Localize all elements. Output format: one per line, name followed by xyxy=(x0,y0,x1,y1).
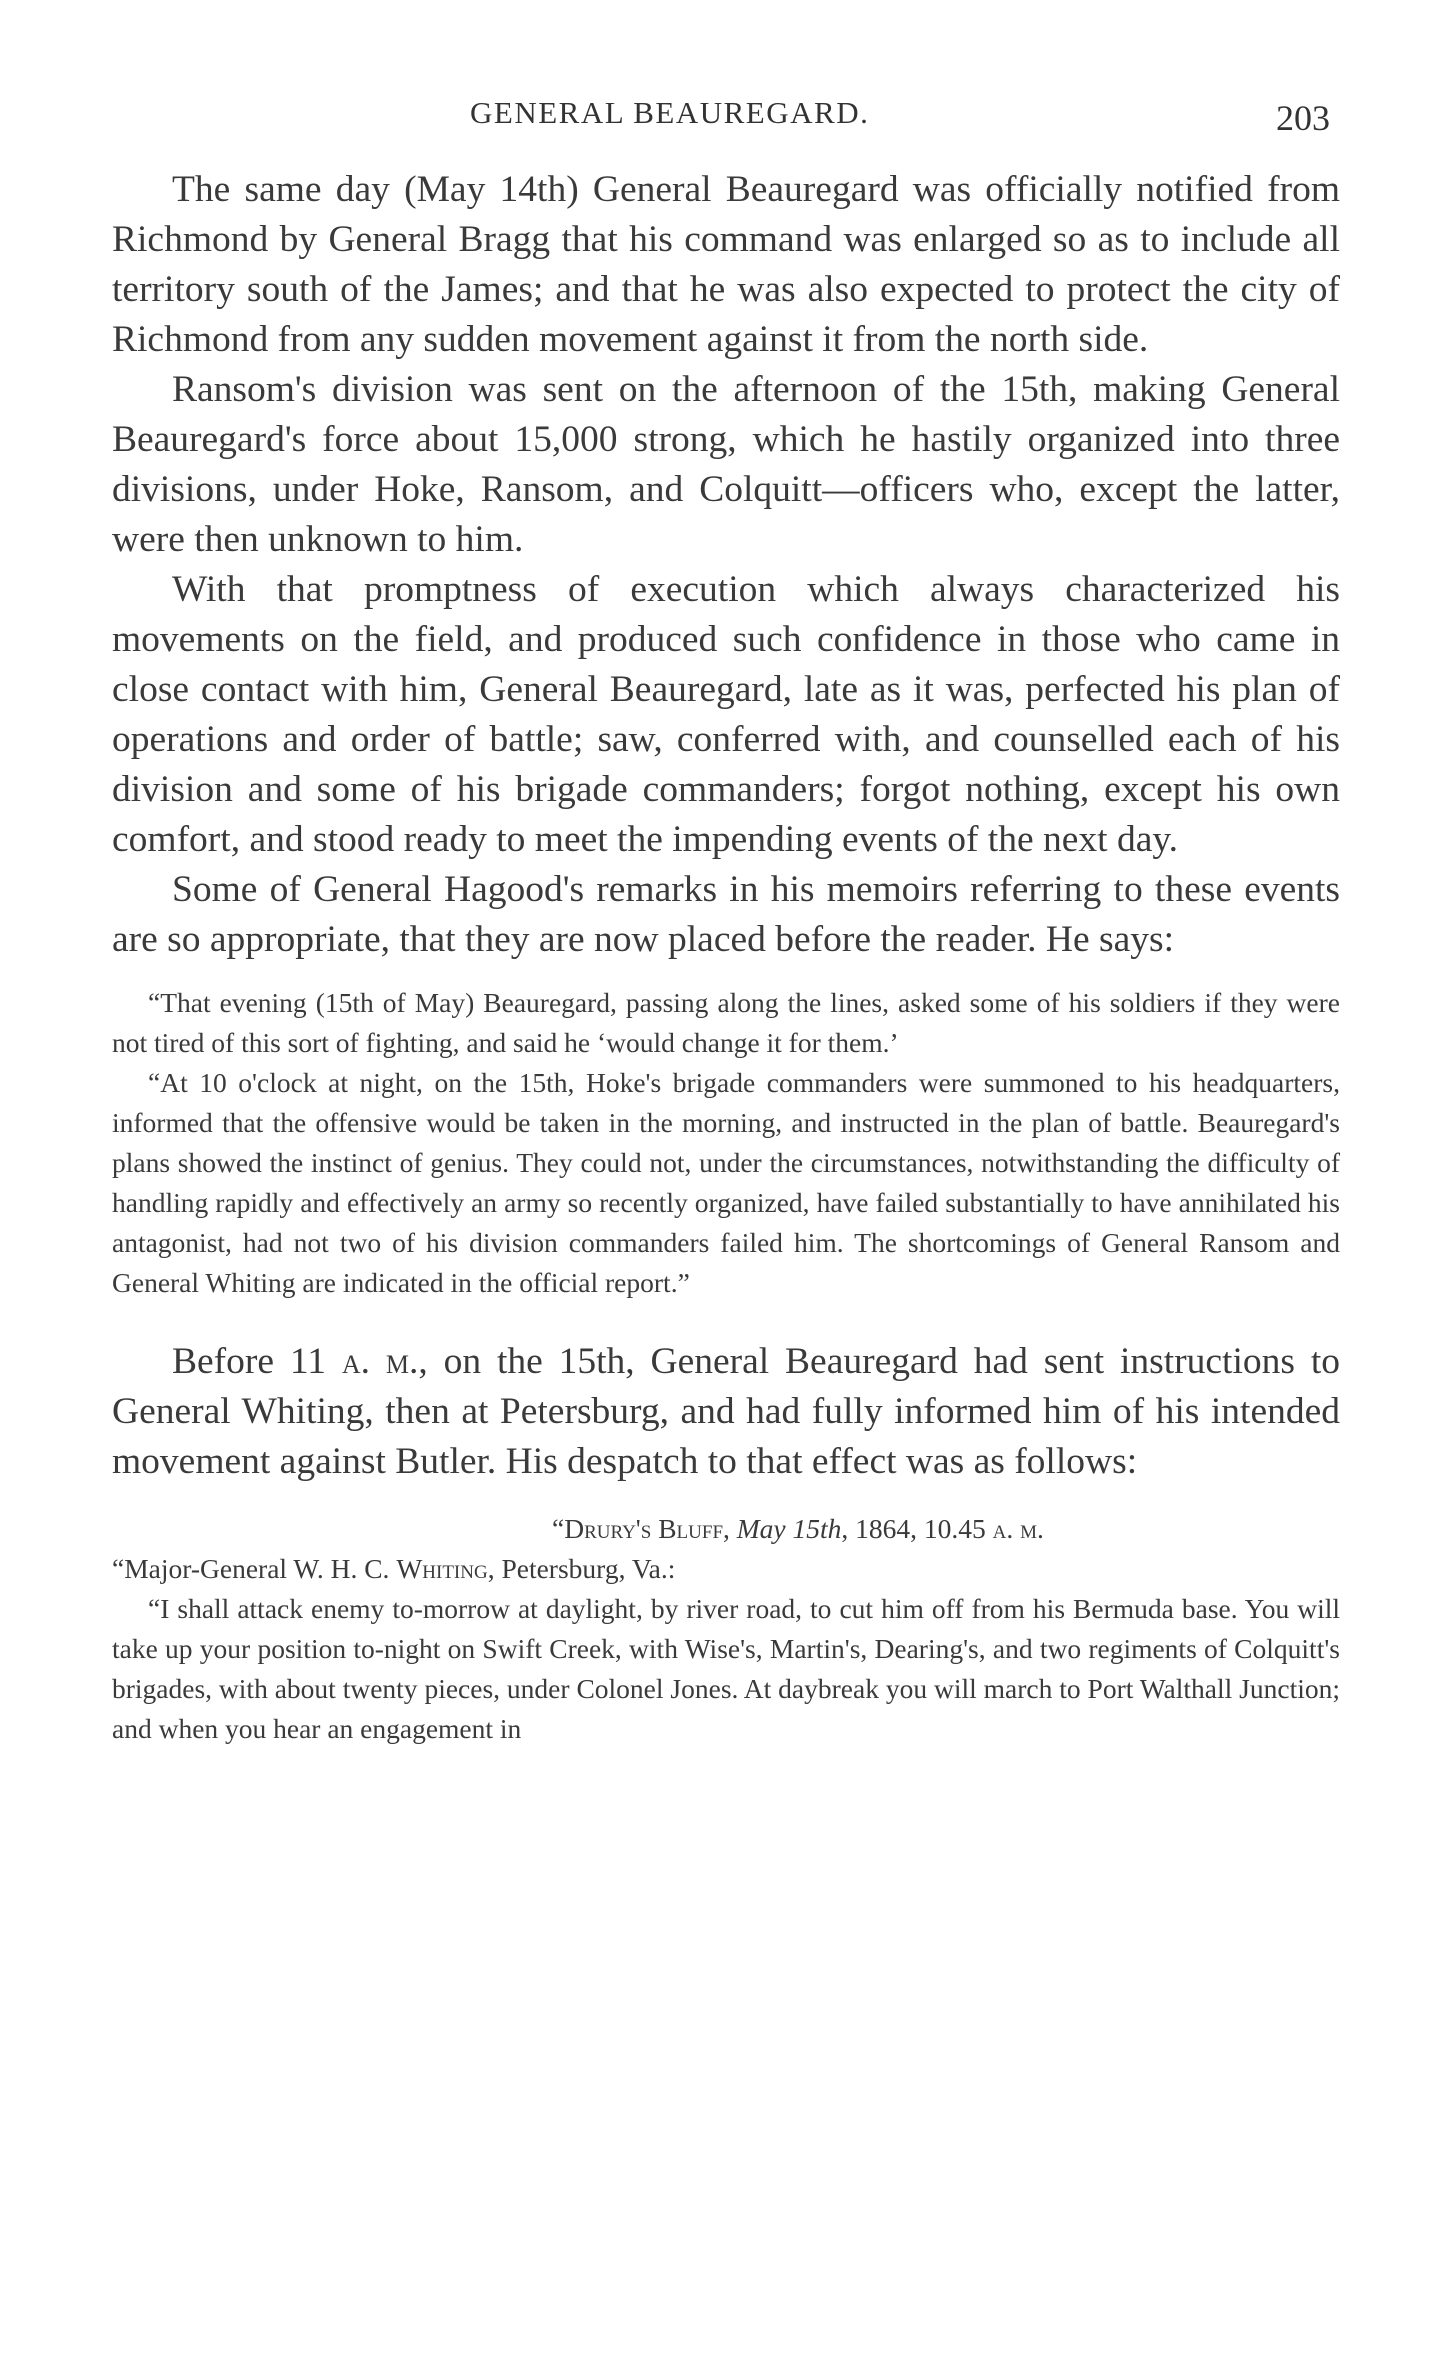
despatch-quotation xyxy=(112,1509,1340,1749)
running-head-title: GENERAL BEAUREGARD. xyxy=(470,95,870,130)
dateline-date: May 15th xyxy=(736,1513,842,1544)
salutation-post: , Petersburg, Va.: xyxy=(487,1553,676,1584)
time-small-caps: a. m. xyxy=(341,1341,419,1382)
paragraph-ransom-division: Ransom's division was sent on the afternoon of the 15th, making General Beauregard's force about 15,000 strong, which he hastily organized into three divisions, under Hoke, Ransom, and Colquitt—officers who, except the latter, were then unknown to him. xyxy=(112,369,1340,560)
salutation-pre: “Major-General W. H. C. xyxy=(112,1553,397,1584)
paragraph-hagood-remarks: Some of General Hagood's remarks in his memoirs referring to these events are so appropriate, that they are now placed before the reader. He says: xyxy=(112,869,1340,960)
paragraph-before-11-am xyxy=(112,1337,1340,1487)
despatch-body: “I shall attack enemy to-morrow at daylight, by river road, to cut him off from his Bermuda base. You will take up your position to-night on Swift Creek, with Wise's, Martin's, Dearing's, and two regiments of Colquitt's brigades, with about twenty pieces, under Colonel Jones. At daybreak you will march to Port Walthall Junction; and when you hear an engagement in xyxy=(112,1593,1340,1744)
dateline-place: “Drury's Bluff, xyxy=(552,1513,730,1544)
paragraph-command-enlarged: The same day (May 14th) General Beauregard was officially notified from Richmond by General Bragg that his command was enlarged so as to include all territory south of the James; and that he was also expected to protect the city of Richmond from any sudden movement against it from the north side. xyxy=(112,169,1340,360)
page-number: 203 xyxy=(1276,98,1330,138)
quote-paragraph: “At 10 o'clock at night, on the 15th, Hoke's brigade commanders were summoned to his headquarters, informed that the offensive would be taken in the morning, and instructed in the plan of battle. Beauregard's plans showed the instinct of genius. They could not, under the circumstances, notwithstanding the difficulty of handling rapidly and effectively an army so recently organized, have failed substantially to have annihilated his antagonist, had not two of his division commanders failed him. The shortcomings of General Ransom and General Whiting are indicated in the official report.” xyxy=(112,1067,1340,1298)
hagood-quotation xyxy=(112,983,1340,1303)
paragraph-plan-of-battle: With that promptness of execution which always characterized his movements on the field, and produced such confidence in those who came in close contact with him, General Beauregard, late as it was, perfected his plan of operations and order of battle; saw, conferred with, and counselled each of his division and some of his brigade commanders; forgot nothing, except his own comfort, and stood ready to meet the impending events of the next day. xyxy=(112,569,1340,860)
text-run: , on the 15th, General Beauregard had sent instructions to General Whiting, then at Petersburg, and had fully informed him of his intended movement against Butler. His despatch to that effect was as follows: xyxy=(112,1341,1340,1482)
dateline-time: a. m. xyxy=(992,1513,1044,1544)
text-run: Before 11 xyxy=(172,1341,342,1382)
dateline-rest: , 1864, 10.45 xyxy=(841,1513,993,1544)
salutation-name: Whiting xyxy=(396,1553,488,1584)
body-text xyxy=(112,165,1340,1749)
running-head xyxy=(0,95,1453,145)
despatch-dateline xyxy=(112,1509,1340,1549)
quote-paragraph: “That evening (15th of May) Beauregard, passing along the lines, asked some of his soldiers if they were not tired of this sort of fighting, and said he ‘would change it for them.’ xyxy=(112,987,1340,1058)
despatch-salutation xyxy=(112,1549,1340,1589)
